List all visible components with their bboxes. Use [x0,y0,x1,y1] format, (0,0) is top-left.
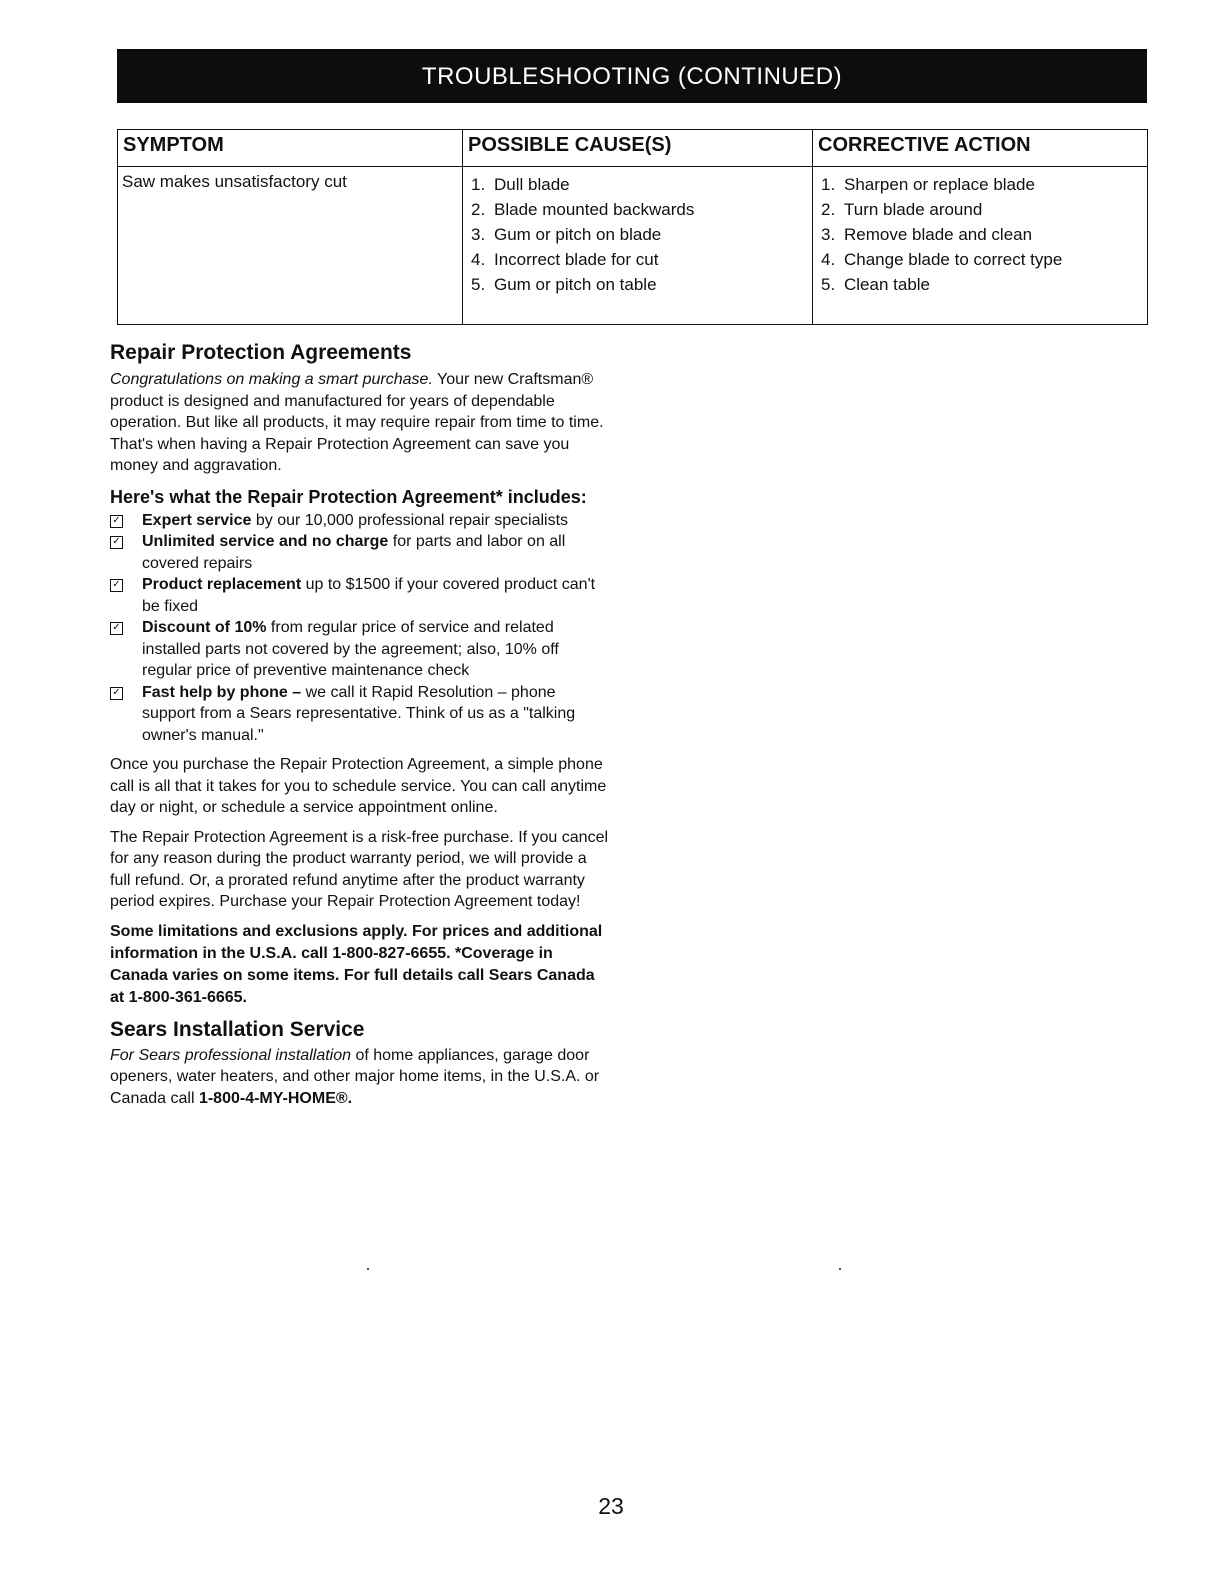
list-item: ✓ Unlimited service and no charge for parts and labor on all covered repairs [110,531,610,574]
rpa-limitations: Some limitations and exclusions apply. For prices and additional information in the U.S.A. call 1-800-827-6655. *Coverage in Canada varies on some items. For full details call Sears Canada at 1-800-361-6665. [110,922,603,1006]
list-item: 5. Gum or pitch on table [471,275,657,294]
list-item: ✓ Product replacement up to $1500 if your covered product can't be fixed [110,574,610,617]
rpa-heading: Repair Protection Agreements [110,341,412,364]
scan-mark [839,1268,841,1270]
checkbox-icon: ✓ [110,622,123,635]
page-number: 23 [598,1493,624,1519]
troubleshooting-table [117,129,1148,325]
list-item: 3. Remove blade and clean [821,225,1033,244]
checkbox-icon: ✓ [110,515,123,528]
scan-mark [367,1268,369,1270]
symptom-cell: Saw makes unsatisfactory cut [118,167,463,325]
list-item: ✓ Discount of 10% from regular price of service and related installed parts not covered by the agreement; also, 10% off regular price of preventive maintenance check [110,617,610,682]
header-corrective-action: CORRECTIVE ACTION [813,130,1148,167]
rpa-paragraph-schedule: Once you purchase the Repair Protection Agreement, a simple phone call is all that it takes for you to schedule service. You can call anytime day or night, or schedule a service appointment online. [110,756,607,816]
checkbox-icon: ✓ [110,687,123,700]
list-item: 4. Incorrect blade for cut [471,250,659,269]
causes-cell [463,167,813,325]
list-item: ✓ Fast help by phone – we call it Rapid Resolution – phone support from a Sears representative. Think of us as a "talking owner's manual." [110,682,610,747]
list-item: 5. Clean table [821,275,931,294]
list-item: 3. Gum or pitch on blade [471,225,662,244]
list-item: ✓ Expert service by our 10,000 professional repair specialists [110,510,610,532]
list-item: 1. Dull blade [471,175,570,194]
table-row [118,167,1148,325]
installation-heading: Sears Installation Service [110,1017,365,1041]
checkbox-icon: ✓ [110,579,123,592]
header-possible-causes: POSSIBLE CAUSE(S) [463,130,813,167]
header-symptom: SYMPTOM [118,130,463,167]
actions-cell [813,167,1148,325]
rpa-intro: Congratulations on making a smart purchase. Your new Craftsman® product is designed and manufactured for years of dependable operation. But like all products, it may require repair from time to time. That's when having a Repair Protection Agreement can save you money and aggravation. [110,371,604,474]
list-item: 2. Turn blade around [821,200,983,219]
rpa-includes-heading: Here's what the Repair Protection Agreement* includes: [110,486,587,507]
repair-protection-section [110,340,610,1109]
table-header-row [118,130,1148,167]
list-item: 1. Sharpen or replace blade [821,175,1035,194]
installation-text: For Sears professional installation of home appliances, garage door openers, water heaters, and other major home items, in the U.S.A. or Canada call 1-800-4-MY-HOME®. [110,1046,600,1107]
section-banner: TROUBLESHOOTING (CONTINUED) [117,49,1147,103]
list-item: 4. Change blade to correct type [821,250,1063,269]
list-item: 2. Blade mounted backwards [471,200,695,219]
rpa-benefits-list [110,510,610,747]
checkbox-icon: ✓ [110,536,123,549]
rpa-paragraph-risk-free: The Repair Protection Agreement is a risk-free purchase. If you cancel for any reason during the product warranty period, we will provide a full refund. Or, a prorated refund anytime after the product warranty period expires. Purchase your Repair Protection Agreement today! [110,828,609,910]
